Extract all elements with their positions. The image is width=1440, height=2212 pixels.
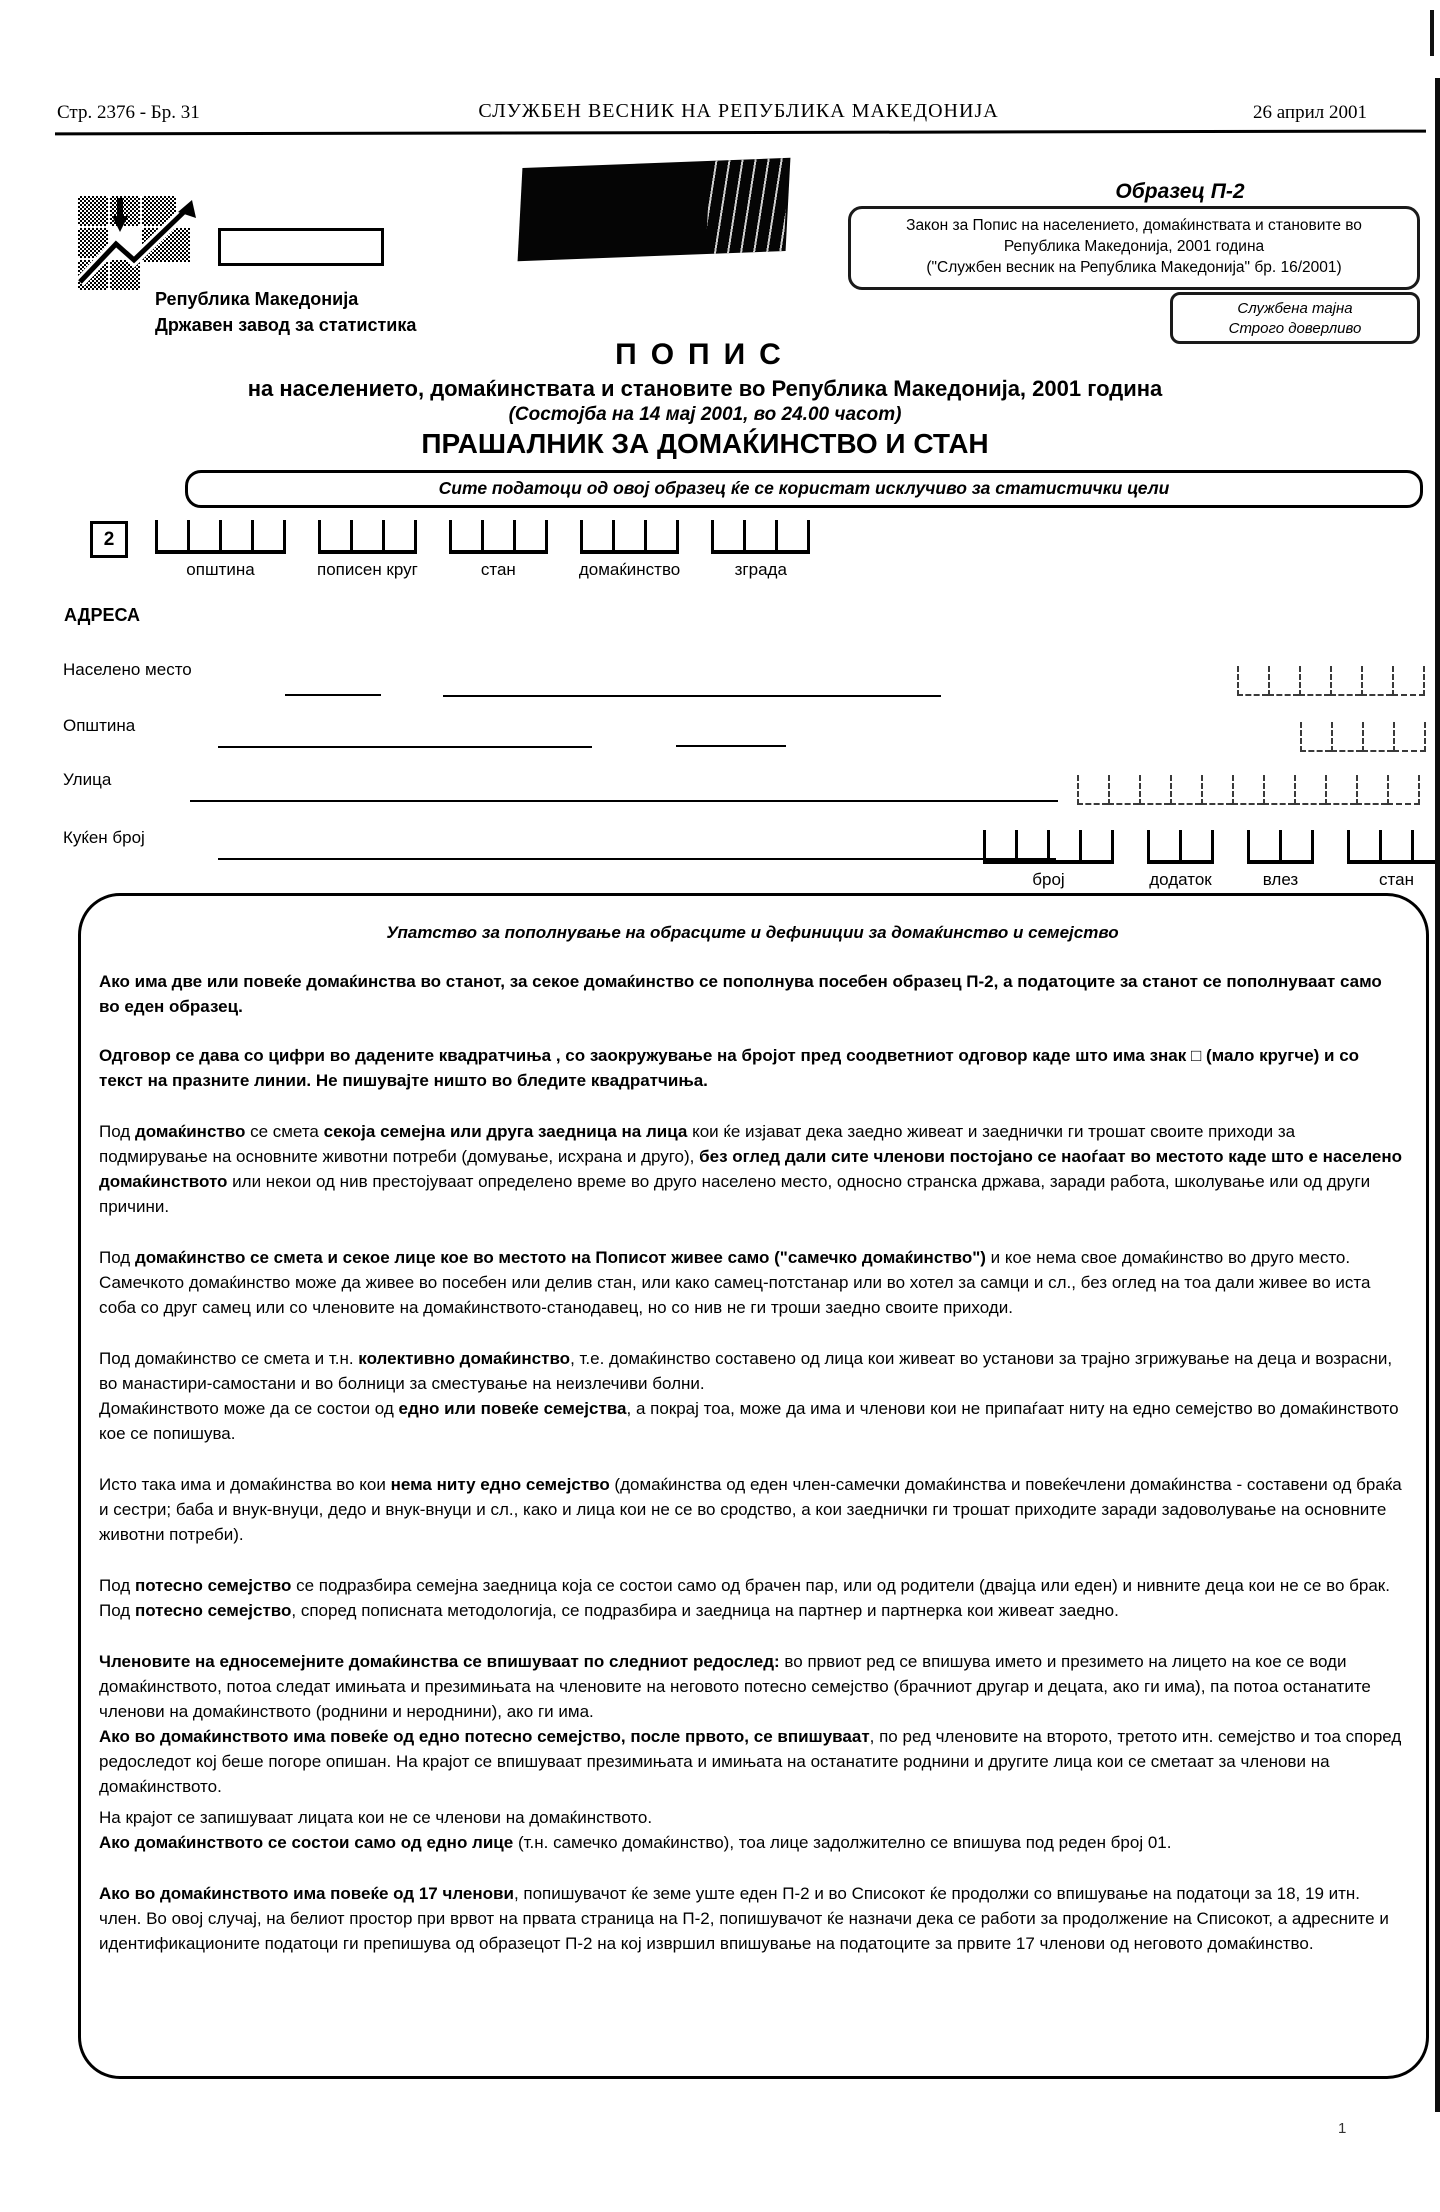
comb-cell[interactable] xyxy=(1268,666,1299,696)
text-segment: колективно домаќинство xyxy=(358,1349,571,1368)
comb-cell[interactable] xyxy=(1299,666,1330,696)
house-code-field xyxy=(1247,830,1314,890)
text-segment: домаќинство xyxy=(134,1122,246,1141)
comb-cell[interactable] xyxy=(1201,775,1232,805)
house-code-field xyxy=(1147,830,1214,890)
comb-cell[interactable] xyxy=(481,520,513,554)
text-segment: нема ниту едно семејство xyxy=(390,1475,610,1494)
text-segment: Под xyxy=(99,1122,135,1141)
write-line[interactable] xyxy=(443,695,941,697)
write-line[interactable] xyxy=(218,858,1056,860)
comb-cell[interactable] xyxy=(1232,775,1263,805)
law-line: Закон за Попис на населението, домаќинствата и становите во xyxy=(906,217,1362,234)
comb-field xyxy=(983,830,1114,864)
instructions-paragraph xyxy=(99,1881,1406,1956)
text-segment: (т.н. самечко домаќинство), тоа лице задолжително се впишува под реден број 01. xyxy=(513,1833,1172,1852)
text-segment: или некои од нив престојуваат определено време во друго населено место, односно странска држава, заради работа, школување или од други причини. xyxy=(99,1172,1371,1216)
code-field-label: домаќинство xyxy=(578,560,681,579)
comb-cell[interactable] xyxy=(1379,830,1411,864)
page-number: 1 xyxy=(1338,2120,1347,2137)
comb-field xyxy=(1347,830,1440,864)
form-number-box[interactable]: 2 xyxy=(90,521,128,558)
code-field xyxy=(711,520,810,580)
comb-cell[interactable] xyxy=(449,520,481,554)
text-segment: , според пописната методологија, се подразбира и заедница на партнер и партнерка кои живеат заедно. xyxy=(291,1601,1119,1620)
scan-speck xyxy=(1430,10,1434,56)
text-segment: Ако има две или повеќе домаќинства во станот, за секое домаќинство се пополнува посебен образец П-2, а податоците за станот се пополнуваат само во еден образец. xyxy=(99,972,1382,1016)
comb-cell[interactable] xyxy=(1139,775,1170,805)
law-line: Република Македонија, 2001 година xyxy=(1003,238,1265,255)
instructions-paragraph xyxy=(99,1573,1406,1598)
comb-cell[interactable] xyxy=(1079,830,1114,864)
street-code-comb xyxy=(1077,775,1420,805)
street-label: Улица xyxy=(63,770,112,789)
confidentiality-line: Строго доверливо xyxy=(1228,320,1362,337)
comb-cell[interactable] xyxy=(155,520,187,554)
comb-cell[interactable] xyxy=(1387,775,1420,805)
text-segment: Под домаќинство се смета и т.н. xyxy=(99,1349,359,1368)
instructions-paragraph xyxy=(99,1346,1406,1396)
header-divider xyxy=(55,130,1426,136)
text-segment: едно или повеќе семејства xyxy=(398,1399,627,1418)
form-code-box[interactable] xyxy=(218,228,384,266)
house-code-field-label: број xyxy=(1032,870,1065,889)
comb-field xyxy=(449,520,548,554)
comb-cell[interactable] xyxy=(1347,830,1379,864)
instructions-paragraph xyxy=(99,1805,1406,1830)
write-line[interactable] xyxy=(218,746,592,748)
house-code-field xyxy=(983,830,1114,890)
comb-cell[interactable] xyxy=(1170,775,1201,805)
comb-cell[interactable] xyxy=(1179,830,1214,864)
text-segment: Упатство за пополнување на обрасците и дефиниции за домаќинство и семејство xyxy=(386,923,1119,942)
census-date-line: (Состојба на 14 мај 2001, во 24.00 часот) xyxy=(508,404,902,425)
text-segment: Исто така има и домаќинства во кои xyxy=(99,1475,391,1494)
statistical-purpose-notice: Сите податоци од овој образец ќе се користат исклучиво за статистички цели xyxy=(185,470,1423,508)
settlement-label: Населено место xyxy=(63,660,192,679)
comb-cell[interactable] xyxy=(1147,830,1179,864)
text-segment: , т.е. домаќинство составено од лица кои живеат во установи за трајно згрижување на деца и возрасни, во манастири-самостани и во болници за сместување на неизлечиви болни. xyxy=(99,1349,1393,1393)
comb-cell[interactable] xyxy=(350,520,382,554)
code-field xyxy=(449,520,548,580)
comb-cell[interactable] xyxy=(711,520,743,554)
text-segment: Одговор се дава со цифри во дадените квадратчиња , со заокружување на бројот пред соодветниот одговор каде што има знак □ (мало кругче) и со текст на празните линии. Не пишувајте ништо во бледите квадратчиња. xyxy=(99,1046,1360,1090)
comb-field xyxy=(711,520,810,554)
text-segment: потесно семејство xyxy=(134,1576,292,1595)
page-reference: Стр. 2376 - Бр. 31 xyxy=(57,102,200,123)
instructions-paragraph xyxy=(99,1649,1406,1724)
comb-cell[interactable] xyxy=(1108,775,1139,805)
comb-cell[interactable] xyxy=(775,520,810,554)
municipality-label: Општина xyxy=(63,716,136,735)
comb-cell[interactable] xyxy=(1237,666,1268,696)
comb-field xyxy=(580,520,679,554)
code-field xyxy=(317,520,418,580)
text-segment: домаќинство се смета и секое лице кое во местото на Пописот живее само ("самечко домаќинство") xyxy=(134,1248,986,1267)
identification-code-fields xyxy=(155,520,810,580)
barcode-smear xyxy=(518,158,791,261)
instructions-box xyxy=(78,893,1429,2079)
law-reference-box xyxy=(848,206,1420,290)
issue-date: 26 април 2001 xyxy=(1253,102,1367,123)
code-field xyxy=(579,520,680,580)
comb-cell[interactable] xyxy=(1393,722,1426,752)
comb-cell[interactable] xyxy=(612,520,644,554)
agency-country: Република Македонија xyxy=(155,289,359,309)
instructions-paragraph xyxy=(99,969,1406,1019)
code-field-label: стан xyxy=(480,560,516,579)
comb-cell[interactable] xyxy=(1331,722,1362,752)
text-segment: Ако во домаќинството има повеќе од едно потесно семејство, после првото, се впишуваат xyxy=(99,1727,870,1746)
text-segment: , по ред членовите на второто, третото итн. семејство и тоа според редоследот кој беше погоре опишан. На крајот се впишуваат презимињата и имињата на останатите роднини и другите лица кои се сметаат за членови на домаќинството. xyxy=(99,1727,1402,1796)
comb-cell[interactable] xyxy=(983,830,1015,864)
comb-cell[interactable] xyxy=(1294,775,1325,805)
comb-cell[interactable] xyxy=(743,520,775,554)
write-line[interactable] xyxy=(676,745,786,747)
code-field xyxy=(155,520,286,580)
instructions-paragraph xyxy=(99,1830,1406,1855)
comb-field xyxy=(1147,830,1214,864)
text-segment: потесно семејство xyxy=(134,1601,292,1620)
settlement-code-comb xyxy=(1237,666,1425,696)
census-title: ПОПИС xyxy=(615,338,795,371)
gazette-title: СЛУЖБЕН ВЕСНИК НА РЕПУБЛИКА МАКЕДОНИЈА xyxy=(478,100,999,122)
comb-cell[interactable] xyxy=(1263,775,1294,805)
text-segment: секоја семејна или друга заедница на лица xyxy=(323,1122,688,1141)
text-segment: се подразбира семејна заедница која се состои само од брачен пар, или од родители (двајца или еден) и нивните деца кои не се во брак. xyxy=(291,1576,1390,1595)
instructions-paragraph xyxy=(99,1043,1406,1093)
comb-field xyxy=(318,520,417,554)
comb-cell[interactable] xyxy=(580,520,612,554)
comb-cell[interactable] xyxy=(1247,830,1279,864)
comb-cell[interactable] xyxy=(1325,775,1356,805)
comb-field xyxy=(1077,775,1420,805)
house-code-field xyxy=(1347,830,1440,890)
code-field-label: пописен круг xyxy=(317,560,418,579)
confidentiality-line: Службена тајна xyxy=(1237,300,1353,317)
comb-field xyxy=(1300,722,1426,752)
text-segment: , а покрај тоа, може да има и членови кои не припаѓаат ниту на едно семејство во домаќинството кое се попишува. xyxy=(99,1399,1399,1443)
comb-cell[interactable] xyxy=(318,520,350,554)
comb-cell[interactable] xyxy=(219,520,251,554)
text-segment: без оглед дали сите членови постојано се наоѓаат во местото каде што е населено домаќинството xyxy=(99,1147,1402,1191)
questionnaire-title: ПРАШАЛНИК ЗА ДОМАЌИНСТВО И СТАН xyxy=(421,428,989,459)
comb-cell[interactable] xyxy=(513,520,548,554)
municipality-code-comb xyxy=(1300,722,1426,752)
census-subtitle: на населението, домаќинствата и становите во Република Македонија, 2001 година xyxy=(247,376,1163,401)
code-field-label: зграда xyxy=(734,560,787,579)
comb-cell[interactable] xyxy=(187,520,219,554)
comb-cell[interactable] xyxy=(1279,830,1314,864)
write-line[interactable] xyxy=(190,800,1058,802)
instructions-paragraph xyxy=(99,1396,1406,1446)
text-segment: кои ќе изјават дека заедно живеат и заеднички ги трошат своите приходи за подмирување на основните животни потреби (домување, исхрана и друго), xyxy=(99,1122,1296,1166)
instructions-paragraph xyxy=(99,1598,1406,1623)
write-line[interactable] xyxy=(285,694,381,696)
scan-edge-artifact xyxy=(1435,78,1440,2112)
text-segment: На крајот се запишуваат лицата кои не се членови на домаќинството. xyxy=(99,1808,653,1827)
agency-bureau: Државен завод за статистика xyxy=(155,315,417,335)
comb-cell[interactable] xyxy=(1015,830,1047,864)
instructions-paragraph xyxy=(99,1472,1406,1547)
text-segment: Под xyxy=(99,1601,135,1620)
text-segment: (домаќинства од еден член-самечки домаќинства и повеќечлени домаќинства - составени од браќа и сестри; баба и внук-внуци, дедо и внук-внуци и сл., како и лица кои не се во сродство, а кои заеднички ги трошат приходите заради задоволување на основните животни потреби). xyxy=(99,1475,1402,1544)
text-segment: Под xyxy=(99,1576,135,1595)
comb-cell[interactable] xyxy=(382,520,417,554)
code-field-label: општина xyxy=(186,560,255,579)
comb-field xyxy=(155,520,286,554)
text-segment: Ако домаќинството се состои само од едно лице xyxy=(99,1833,514,1852)
instructions-paragraph xyxy=(99,1119,1406,1219)
form-designation: Образец П-2 xyxy=(1095,180,1265,209)
comb-cell[interactable] xyxy=(644,520,679,554)
address-heading: АДРЕСА xyxy=(64,605,141,625)
house-code-field-label: додаток xyxy=(1149,870,1212,889)
text-segment: Ако во домаќинството има повеќе од 17 членови xyxy=(99,1884,514,1903)
agency-block xyxy=(155,286,416,338)
comb-cell[interactable] xyxy=(1077,775,1108,805)
text-segment: , попишувачот ќе земе уште еден П-2 и во Списокот ќе продолжи со впишување на податоци за 18, 19 итн. член. Во овој случај, на белиот простор при врвот на првата страница на П-2, попишувачот ќе назначи дека се работи за продолжение на Списокот, а адресните и идентификационите податоци ги препишува од образецот П-2 на кој извршил впишување на податоците за првите 17 членови од неговото домаќинство. xyxy=(99,1884,1389,1953)
text-segment: Членовите на едносемејните домаќинства се впишуваат по следниот редослед: xyxy=(99,1652,780,1671)
house-code-field-label: стан xyxy=(1379,870,1414,889)
text-segment: Под xyxy=(99,1248,135,1267)
instructions-paragraph xyxy=(99,920,1406,945)
instructions-paragraph xyxy=(99,1724,1406,1799)
text-segment: се смета xyxy=(245,1122,324,1141)
comb-cell[interactable] xyxy=(1392,666,1425,696)
house-number-label: Куќен број xyxy=(63,828,145,847)
comb-cell[interactable] xyxy=(1361,666,1392,696)
comb-cell[interactable] xyxy=(251,520,286,554)
text-segment: и кое нема свое домаќинство во друго место. Самечкото домаќинство може да живее во посебен или делив стан, или како самец-потстанар или во хотел за самци и сл., без оглед на тоа дали живее во иста соба со друг самец или со членовите на домаќинството-станодавец, но со нив не ги троши заедно своите приходи. xyxy=(99,1248,1371,1317)
house-number-code-fields xyxy=(983,830,1440,890)
house-code-field-label: влез xyxy=(1262,870,1299,889)
comb-cell[interactable] xyxy=(1330,666,1361,696)
instructions-body xyxy=(99,920,1406,1956)
confidentiality-box xyxy=(1170,292,1420,344)
masthead xyxy=(55,102,1422,128)
comb-cell[interactable] xyxy=(1300,722,1331,752)
comb-field xyxy=(1237,666,1425,696)
statistics-office-logo-icon xyxy=(76,192,206,301)
comb-cell[interactable] xyxy=(1362,722,1393,752)
instructions-paragraph xyxy=(99,1245,1406,1320)
barcode-streaks xyxy=(706,158,789,254)
text-segment: во првиот ред се впишува името и презимето на лицето на кое се води домаќинството, потоа следат имињата и презимињата на членовите на неговото потесно семејство (брачниот другар и децата, ако ги има), па потоа останатите членови на домаќинството (роднини и нероднини), ако ги има. xyxy=(99,1652,1371,1721)
text-segment: Домаќинството може да се состои од xyxy=(99,1399,399,1418)
comb-field xyxy=(1247,830,1314,864)
comb-cell[interactable] xyxy=(1356,775,1387,805)
law-line: ("Службен весник на Република Македонија" бр. 16/2001) xyxy=(926,259,1342,276)
comb-cell[interactable] xyxy=(1047,830,1079,864)
